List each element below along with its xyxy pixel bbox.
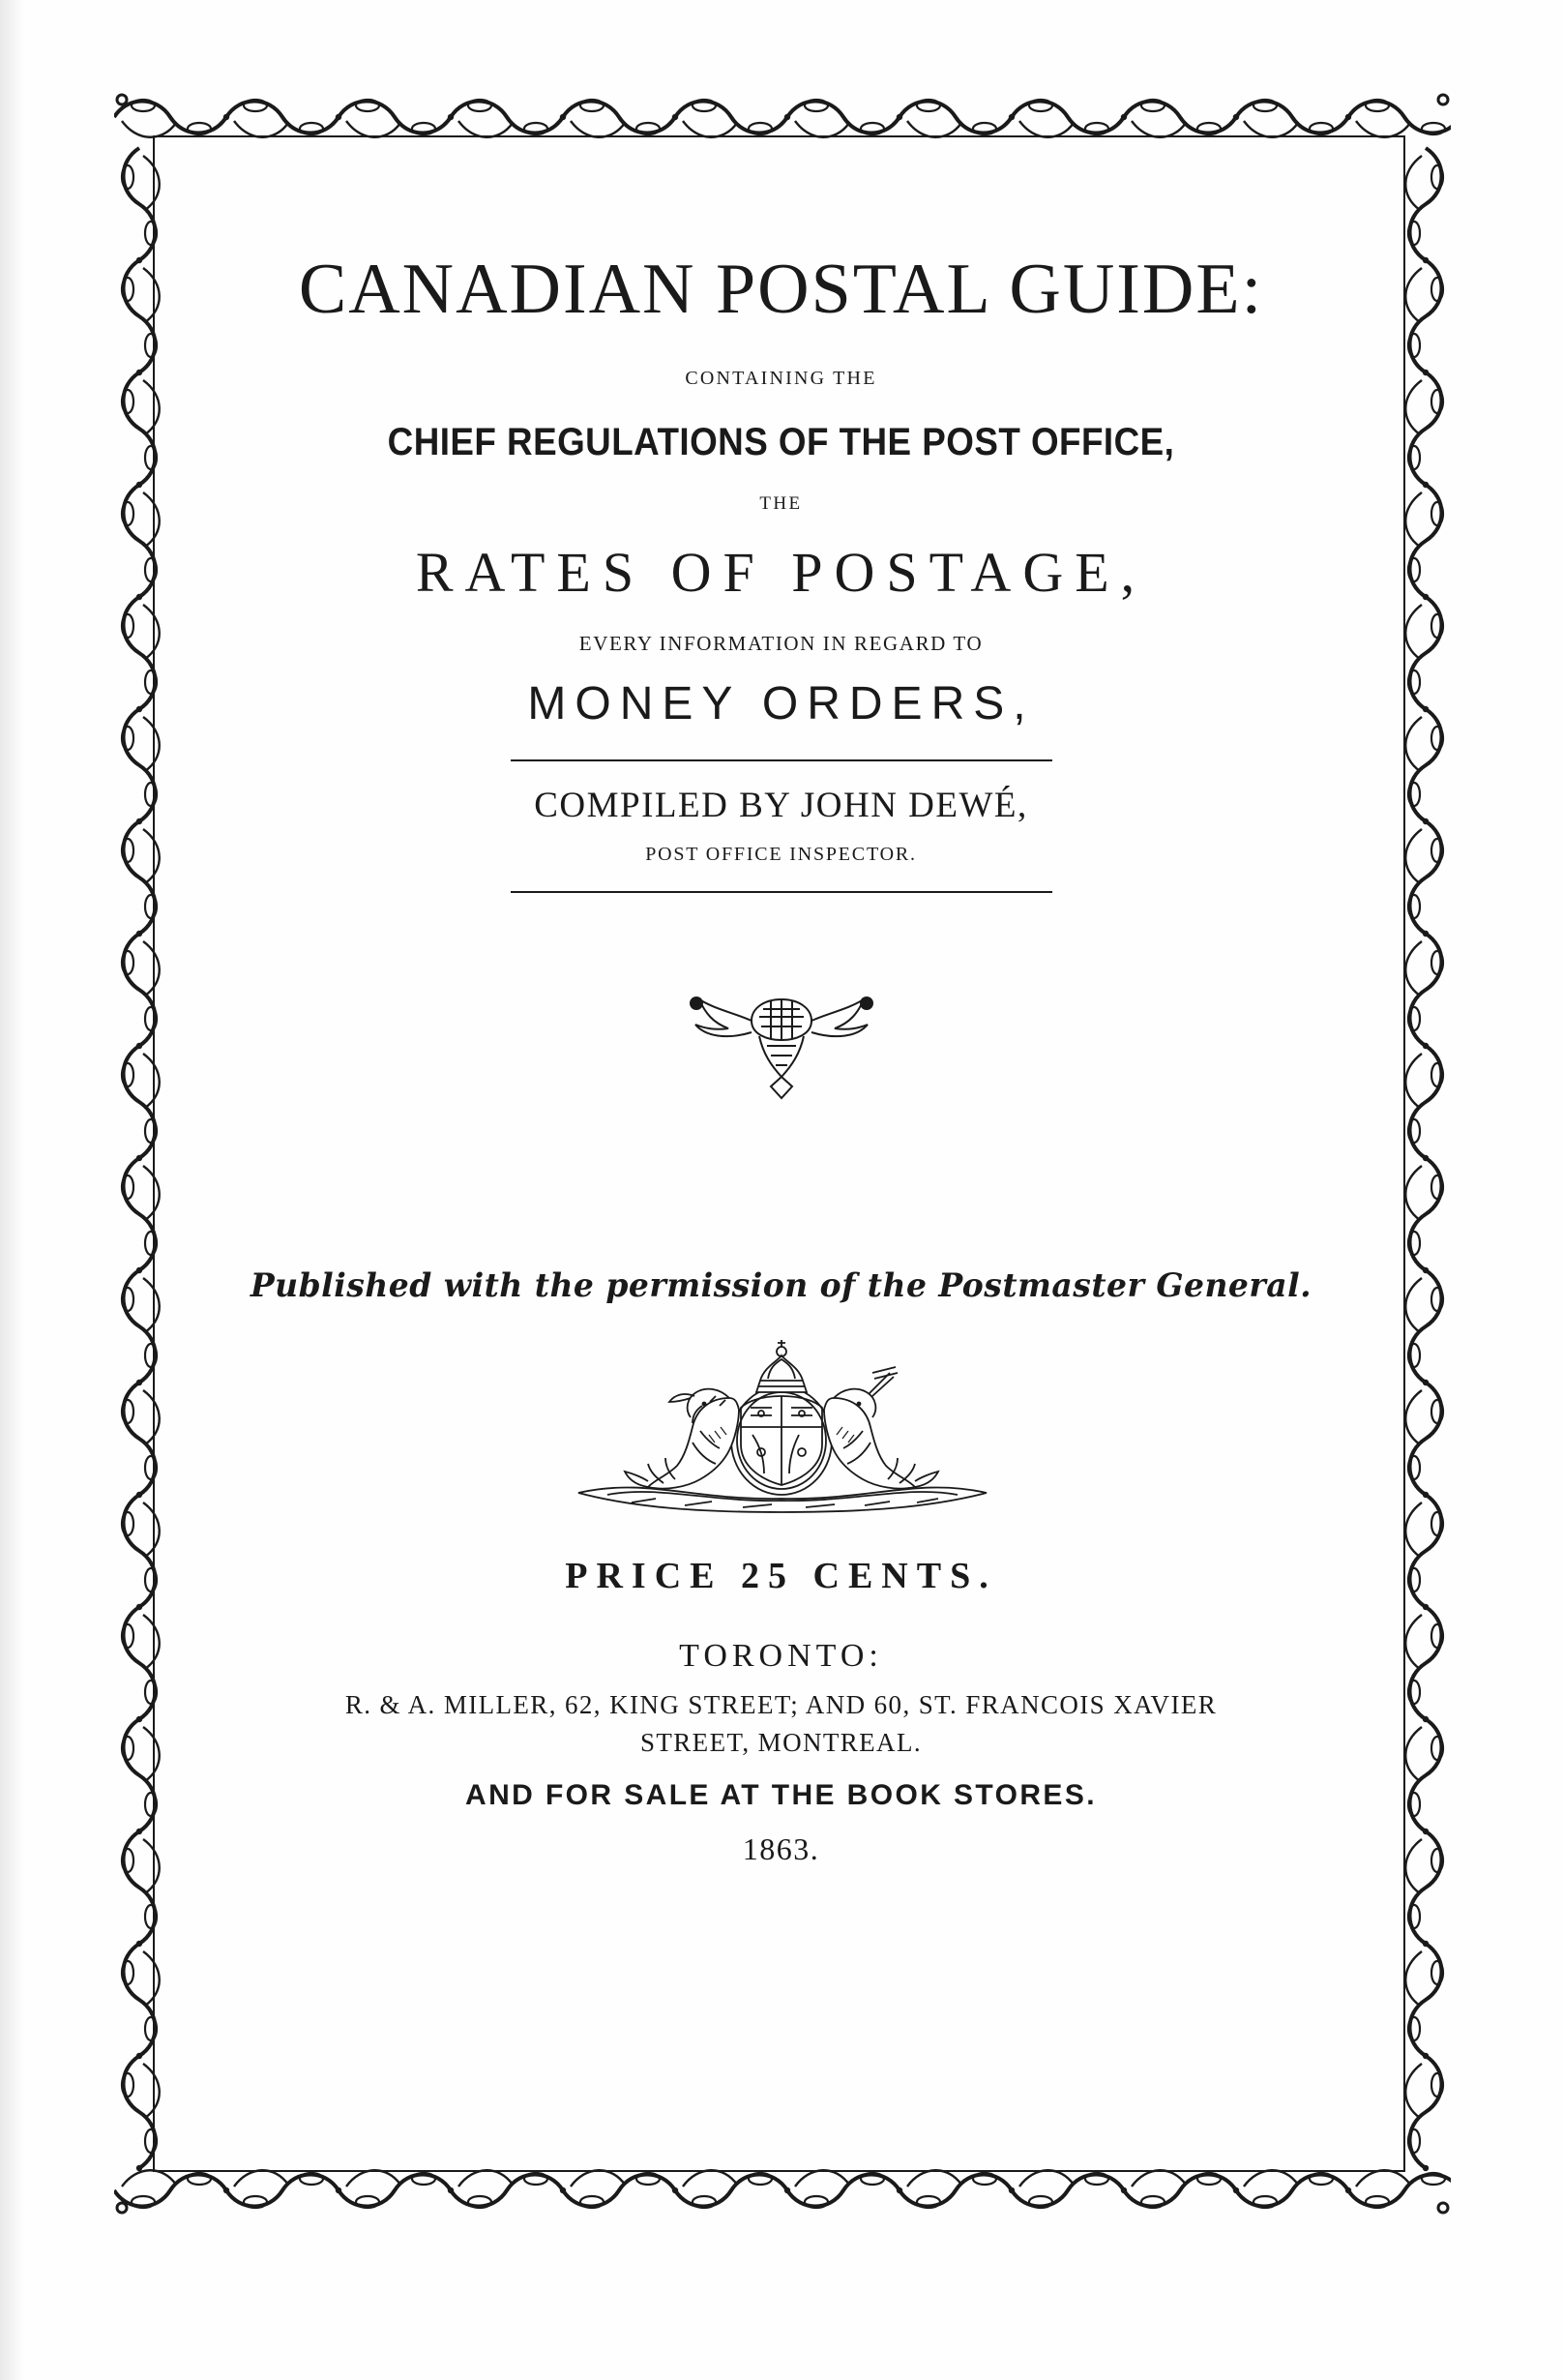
subtitle-containing: CONTAINING THE xyxy=(685,368,877,389)
subtitle-money-orders: MONEY ORDERS, xyxy=(527,678,1035,729)
subtitle-every-information: EVERY INFORMATION IN REGARD TO xyxy=(578,632,984,655)
book-stores-line: AND FOR SALE AT THE BOOK STORES. xyxy=(465,1779,1097,1811)
subtitle-chief-regulations: CHIEF REGULATIONS OF THE POST OFFICE, xyxy=(387,421,1175,463)
publication-year: 1863. xyxy=(742,1831,820,1866)
permission-line: Published with the permission of the Postmaster General. xyxy=(250,1266,1312,1305)
divider-rule-top xyxy=(511,759,1052,761)
author-line: COMPILED BY JOHN DEWÉ, xyxy=(534,786,1028,825)
author-role: POST OFFICE INSPECTOR. xyxy=(645,844,917,865)
subtitle-rates-of-postage: RATES OF POSTAGE, xyxy=(415,541,1147,604)
price-line: PRICE 25 CENTS. xyxy=(565,1556,997,1596)
subtitle-the: THE xyxy=(759,493,803,514)
publisher-line-2: STREET, MONTREAL. xyxy=(639,1728,923,1757)
place-of-publication: TORONTO: xyxy=(679,1638,883,1674)
page-title: CANADIAN POSTAL GUIDE: xyxy=(298,250,1264,329)
divider-rule-bottom xyxy=(511,891,1052,893)
title-page-content xyxy=(169,164,1393,1867)
royal-coat-of-arms-icon xyxy=(169,1338,1393,1522)
scan-edge-shadow xyxy=(0,0,25,2380)
publisher-line-1: R. & A. MILLER, 62, KING STREET; AND 60, ST. FRANCOIS XAVIER xyxy=(344,1690,1218,1719)
printers-flower-icon xyxy=(169,986,1393,1112)
